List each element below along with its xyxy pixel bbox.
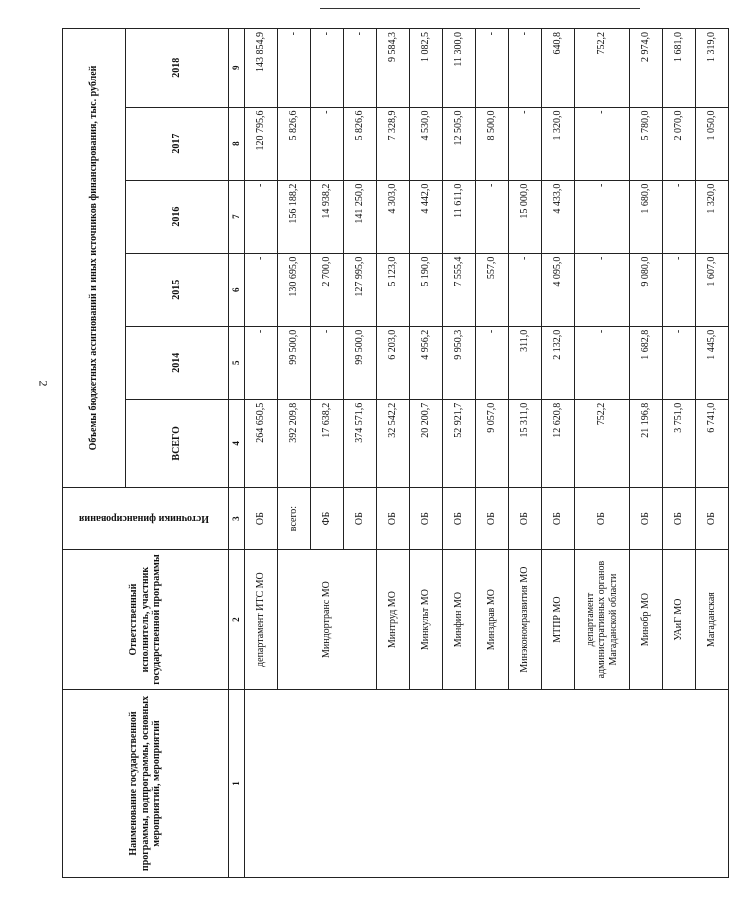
- value-cell: 2 974,0: [630, 29, 663, 108]
- executor-cell: УАиГ МО: [663, 550, 696, 690]
- source-cell: ФБ: [311, 487, 344, 549]
- value-cell: 127 995,0: [344, 253, 377, 326]
- value-cell: 1 320,0: [542, 107, 575, 180]
- value-cell: 1 082,5: [410, 29, 443, 108]
- program-name-cell: [245, 689, 729, 877]
- source-cell: ОБ: [630, 487, 663, 549]
- executor-cell: департамент административных органов Магаданской области: [575, 550, 630, 690]
- value-cell: 2 132,0: [542, 326, 575, 399]
- value-cell: -: [311, 29, 344, 108]
- value-cell: -: [245, 326, 278, 399]
- executor-cell: департамент ИТС МО: [245, 550, 278, 690]
- value-cell: 4 530,0: [410, 107, 443, 180]
- value-cell: -: [278, 29, 311, 108]
- source-cell: ОБ: [377, 487, 410, 549]
- source-cell: всего:: [278, 487, 311, 549]
- value-cell: 2 070,0: [663, 107, 696, 180]
- value-cell: 1 682,8: [630, 326, 663, 399]
- executor-cell: Минкульт МО: [410, 550, 443, 690]
- value-cell: 1 445,0: [696, 326, 729, 399]
- table-container: [62, 28, 718, 878]
- value-cell: 1 050,0: [696, 107, 729, 180]
- header-total: ВСЕГО: [126, 399, 229, 487]
- value-cell: -: [344, 29, 377, 108]
- col-number: 8: [229, 107, 245, 180]
- value-cell: -: [663, 253, 696, 326]
- value-cell: 640,8: [542, 29, 575, 108]
- value-cell: 14 938,2: [311, 180, 344, 253]
- executor-cell: Магаданская: [696, 550, 729, 690]
- budget-table: [62, 28, 729, 878]
- top-rule: [320, 8, 640, 9]
- col-number: 7: [229, 180, 245, 253]
- value-cell: 52 921,7: [443, 399, 476, 487]
- value-cell: -: [509, 29, 542, 108]
- source-cell: ОБ: [344, 487, 377, 549]
- value-cell: 4 303,0: [377, 180, 410, 253]
- value-cell: 156 188,2: [278, 180, 311, 253]
- header-year: 2014: [126, 326, 229, 399]
- header-year: 2016: [126, 180, 229, 253]
- value-cell: 7 328,9: [377, 107, 410, 180]
- value-cell: -: [476, 326, 509, 399]
- value-cell: 4 442,0: [410, 180, 443, 253]
- value-cell: 5 123,0: [377, 253, 410, 326]
- header-funding-group: Объемы бюджетных ассигнований и иных источников финансирования, тыс. рублей: [63, 29, 126, 488]
- executor-cell: МТПР МО: [542, 550, 575, 690]
- value-cell: -: [663, 180, 696, 253]
- value-cell: 392 209,8: [278, 399, 311, 487]
- col-number: 3: [229, 487, 245, 549]
- col-number: 2: [229, 550, 245, 690]
- value-cell: 4 095,0: [542, 253, 575, 326]
- source-cell: ОБ: [443, 487, 476, 549]
- value-cell: -: [245, 180, 278, 253]
- value-cell: 12 505,0: [443, 107, 476, 180]
- value-cell: -: [575, 326, 630, 399]
- value-cell: 143 854,9: [245, 29, 278, 108]
- value-cell: 8 500,0: [476, 107, 509, 180]
- value-cell: 15 000,0: [509, 180, 542, 253]
- value-cell: -: [311, 326, 344, 399]
- value-cell: -: [509, 107, 542, 180]
- value-cell: 5 780,0: [630, 107, 663, 180]
- source-cell: ОБ: [476, 487, 509, 549]
- header-year: 2017: [126, 107, 229, 180]
- value-cell: -: [476, 180, 509, 253]
- value-cell: 32 542,2: [377, 399, 410, 487]
- value-cell: 5 190,0: [410, 253, 443, 326]
- rotated-page: [62, 28, 718, 878]
- header-year: 2018: [126, 29, 229, 108]
- col-number: 6: [229, 253, 245, 326]
- value-cell: 12 620,8: [542, 399, 575, 487]
- value-cell: 9 584,3: [377, 29, 410, 108]
- value-cell: 1 607,0: [696, 253, 729, 326]
- col-number: 9: [229, 29, 245, 108]
- source-cell: ОБ: [245, 487, 278, 549]
- value-cell: 2 700,0: [311, 253, 344, 326]
- table-row: [245, 29, 278, 878]
- source-cell: ОБ: [575, 487, 630, 549]
- value-cell: 1 319,0: [696, 29, 729, 108]
- value-cell: 9 057,0: [476, 399, 509, 487]
- col-number: 5: [229, 326, 245, 399]
- source-cell: ОБ: [663, 487, 696, 549]
- value-cell: 5 826,6: [344, 107, 377, 180]
- value-cell: 15 311,0: [509, 399, 542, 487]
- executor-cell: Минобр МО: [630, 550, 663, 690]
- header-source: Источники финансирования: [63, 487, 229, 549]
- source-cell: ОБ: [509, 487, 542, 549]
- value-cell: 130 695,0: [278, 253, 311, 326]
- value-cell: 17 638,2: [311, 399, 344, 487]
- value-cell: 120 795,6: [245, 107, 278, 180]
- header-executor: Ответственный исполнитель, участник государственной программы: [63, 550, 229, 690]
- value-cell: 7 555,4: [443, 253, 476, 326]
- value-cell: 99 500,0: [278, 326, 311, 399]
- value-cell: 11 611,0: [443, 180, 476, 253]
- value-cell: 1 681,0: [663, 29, 696, 108]
- value-cell: 3 751,0: [663, 399, 696, 487]
- source-cell: ОБ: [542, 487, 575, 549]
- value-cell: 4 956,2: [410, 326, 443, 399]
- value-cell: -: [663, 326, 696, 399]
- executor-cell: Минздрав МО: [476, 550, 509, 690]
- source-cell: ОБ: [696, 487, 729, 549]
- executor-cell: Минфин МО: [443, 550, 476, 690]
- value-cell: -: [245, 253, 278, 326]
- executor-cell: Минэкономразвития МО: [509, 550, 542, 690]
- value-cell: 311,0: [509, 326, 542, 399]
- value-cell: -: [575, 107, 630, 180]
- value-cell: 99 500,0: [344, 326, 377, 399]
- header-program-name: Наименование государственной программы, подпрограммы, основных мероприятий, мероприятий: [63, 689, 229, 877]
- executor-cell: Минтруд МО: [377, 550, 410, 690]
- column-number-row: [229, 29, 245, 878]
- page-number: 2: [36, 380, 51, 387]
- value-cell: 21 196,8: [630, 399, 663, 487]
- value-cell: -: [575, 180, 630, 253]
- value-cell: 1 680,0: [630, 180, 663, 253]
- value-cell: 6 203,0: [377, 326, 410, 399]
- executor-cell: Миндортранс МО: [278, 550, 377, 690]
- header-year: 2015: [126, 253, 229, 326]
- value-cell: 11 300,0: [443, 29, 476, 108]
- col-number: 1: [229, 689, 245, 877]
- value-cell: 557,0: [476, 253, 509, 326]
- col-number: 4: [229, 399, 245, 487]
- value-cell: 264 650,5: [245, 399, 278, 487]
- value-cell: 6 741,0: [696, 399, 729, 487]
- value-cell: -: [509, 253, 542, 326]
- value-cell: 9 950,3: [443, 326, 476, 399]
- value-cell: -: [311, 107, 344, 180]
- value-cell: 4 433,0: [542, 180, 575, 253]
- value-cell: 141 250,0: [344, 180, 377, 253]
- value-cell: 374 571,6: [344, 399, 377, 487]
- source-cell: ОБ: [410, 487, 443, 549]
- value-cell: 20 200,7: [410, 399, 443, 487]
- value-cell: 9 080,0: [630, 253, 663, 326]
- value-cell: -: [476, 29, 509, 108]
- value-cell: 1 320,0: [696, 180, 729, 253]
- value-cell: 5 826,6: [278, 107, 311, 180]
- value-cell: 752,2: [575, 399, 630, 487]
- value-cell: 752,2: [575, 29, 630, 108]
- value-cell: -: [575, 253, 630, 326]
